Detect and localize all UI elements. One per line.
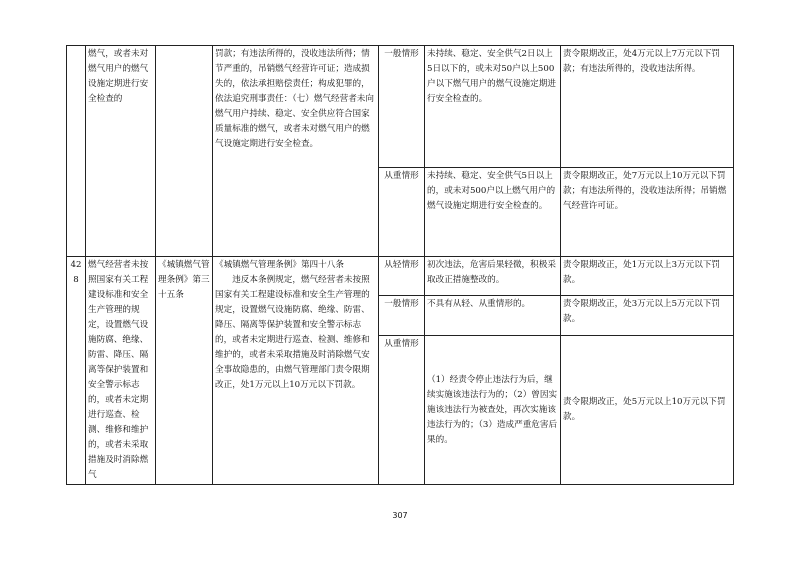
penalty-standard-cell: 责令限期改正，处1万元以上3万元以下罚款。 [561, 257, 734, 296]
legal-basis-cell: 《城镇燃气管理条例》第三十五条 [156, 257, 213, 485]
discretion-level-cell: 从重情形 [379, 336, 425, 485]
penalty-standard-cell: 责令限期改正，处7万元以上10万元以下罚款；有违法所得的，没收违法所得；吊销燃气经营许可证。 [561, 168, 734, 257]
page-number: 307 [392, 511, 408, 520]
legal-basis-cell [156, 46, 213, 257]
applicable-condition-cell: 初次违法，危害后果轻微，积极采取改正措施整改的。 [425, 257, 561, 296]
penalty-standard-cell: 责令限期改正，处4万元以上7万元以下罚款；有违法所得的，没收违法所得。 [561, 46, 734, 168]
discretion-level-cell: 一般情形 [379, 295, 425, 336]
penalty-table [66, 45, 734, 485]
violation-behavior-cell: 燃气，或者未对燃气用户的燃气设施定期进行安全检查的 [86, 46, 156, 257]
applicable-condition-cell: 未持续、稳定、安全供气2日以上5日以下的，或未对50户以上500户以下燃气用户的燃气设施定期进行安全检查的。 [425, 46, 561, 168]
table-row [67, 46, 734, 168]
serial-number-cell: 428 [67, 257, 86, 485]
violation-behavior-cell: 燃气经营者未按照国家有关工程建设标准和安全生产管理的规定，设置燃气设施防腐、绝缘、防雷、降压、隔离等保护装置和安全警示标志的，或者未定期进行巡查、检测、维修和维护的，或者未采取措施及时消除燃气 [86, 257, 156, 485]
table-row [67, 257, 734, 296]
discretion-level-cell: 从轻情形 [379, 257, 425, 296]
penalty-standard-cell: 责令限期改正，处3万元以上5万元以下罚款。 [561, 295, 734, 336]
penalty-provision-cell [213, 257, 379, 485]
serial-number-cell [67, 46, 86, 257]
penalty-provision-title: 《城镇燃气管理条例》第四十八条 [215, 260, 344, 270]
applicable-condition-cell: 未持续、稳定、安全供气5日以上的，或未对500户以上燃气用户的燃气设施定期进行安全检查的。 [425, 168, 561, 257]
applicable-condition-cell: 不具有从轻、从重情形的。 [425, 295, 561, 336]
discretion-level-cell: 从重情形 [379, 168, 425, 257]
discretion-level-cell: 一般情形 [379, 46, 425, 168]
penalty-provision-cell: 罚款；有违法所得的，没收违法所得；情节严重的，吊销燃气经营许可证；造成损失的，依法承担赔偿责任；构成犯罪的，依法追究刑事责任：（七）燃气经营者未向燃气用户持续、稳定、安全供应符合国家质量标准的燃气，或者未对燃气用户的燃气设施定期进行安全检查。 [213, 46, 379, 257]
penalty-standard-cell: 责令限期改正，处5万元以上10万元以下罚款。 [561, 336, 734, 485]
penalty-provision-body: 违反本条例规定，燃气经营者未按照国家有关工程建设标准和安全生产管理的规定，设置燃气设施防腐、绝缘、防雷、降压、隔离等保护装置和安全警示标志的，或者未定期进行巡查、检测、维修和维护的，或者未采取措施及时消除燃气安全事故隐患的，由燃气管理部门责令限期改正，处1万元以上10万元以下罚款。 [215, 275, 370, 390]
applicable-condition-cell: （1）经责令停止违法行为后，继续实施该违法行为的；（2）曾因实施该违法行为被查处，再次实施该违法行为的；（3）造成严重危害后果的。 [425, 336, 561, 485]
